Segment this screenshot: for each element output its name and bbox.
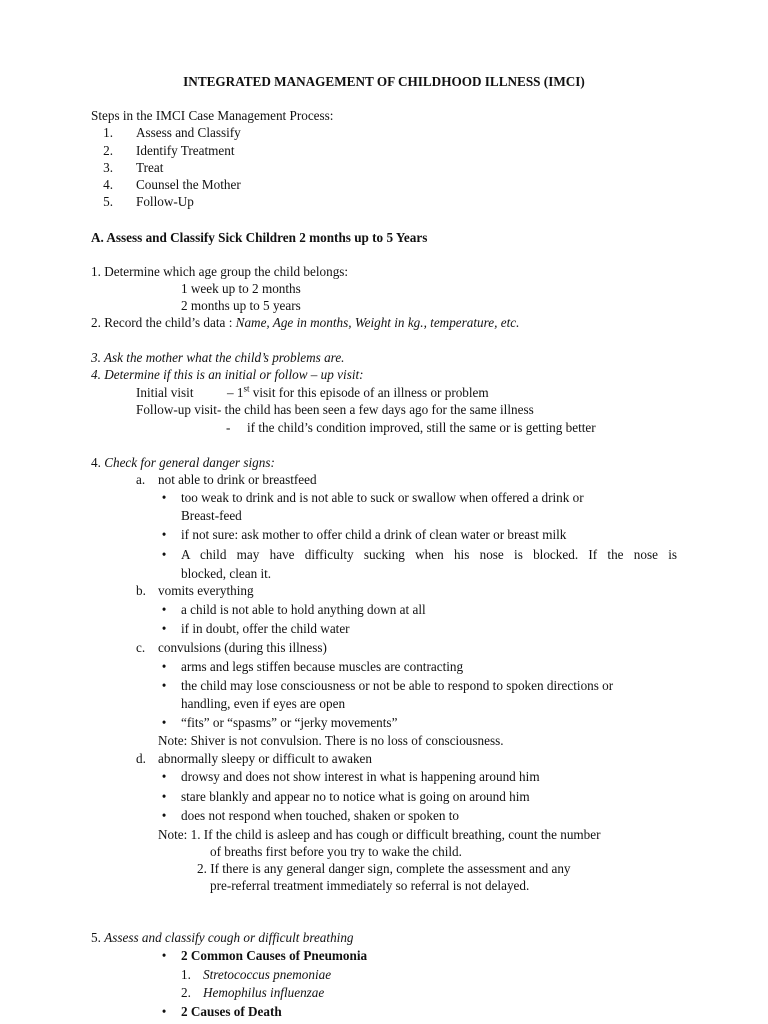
age-group-question: 1. Determine which age group the child belongs: bbox=[91, 264, 349, 279]
list-item: Stretococcus pnemoniae bbox=[203, 967, 332, 982]
visit-type-item: 4. Determine if this is an initial or follow – up visit: bbox=[91, 367, 364, 382]
initial-visit-label: Initial visit bbox=[136, 385, 194, 400]
dash-glyph: - bbox=[226, 420, 231, 435]
followup-condition-text: if the child’s condition improved, still the same or is getting better bbox=[247, 420, 596, 435]
record-data-item: 2. Record the child’s data : Name, Age in months, Weight in kg., temperature, etc. bbox=[91, 315, 520, 330]
bullet-icon: • bbox=[161, 602, 167, 617]
bullet-icon: • bbox=[161, 527, 167, 542]
bullet-icon: • bbox=[161, 659, 167, 674]
bullet-icon: • bbox=[161, 678, 167, 693]
ask-mother-item: 3. Ask the mother what the child’s problems are. bbox=[91, 350, 345, 365]
page-title: INTEGRATED MANAGEMENT OF CHILDHOOD ILLNESS (IMCI) bbox=[183, 74, 585, 89]
cough-heading: 5. Assess and classify cough or difficult breathing bbox=[91, 930, 354, 945]
death-causes-heading: 2 Causes of Death bbox=[181, 1004, 282, 1019]
bullet-icon: • bbox=[161, 715, 167, 730]
list-item: handling, even if eyes are open bbox=[181, 696, 346, 711]
bullet-icon: • bbox=[161, 948, 167, 963]
danger-sign-c: convulsions (during this illness) bbox=[158, 640, 327, 655]
bullet-icon: • bbox=[161, 490, 167, 505]
list-item-number: 1. bbox=[181, 967, 191, 982]
list-item-number: 2. bbox=[181, 985, 191, 1000]
steps-heading: Steps in the IMCI Case Management Process: bbox=[91, 108, 334, 123]
section-a-heading: A. Assess and Classify Sick Children 2 months up to 5 Years bbox=[91, 230, 428, 245]
age-group-option: 2 months up to 5 years bbox=[181, 298, 301, 313]
list-item: A child may have difficulty sucking when his nose is blocked. If the nose is bbox=[181, 547, 677, 562]
list-item: arms and legs stiffen because muscles are contracting bbox=[181, 659, 464, 674]
convulsion-note: Note: Shiver is not convulsion. There is no loss of consciousness. bbox=[158, 733, 504, 748]
bullet-icon: • bbox=[161, 1004, 167, 1019]
sleepy-note: 2. If there is any general danger sign, complete the assessment and any bbox=[197, 861, 571, 876]
list-item: Hemophilus influenzae bbox=[203, 985, 325, 1000]
list-item: a child is not able to hold anything down at all bbox=[181, 602, 426, 617]
list-item: if not sure: ask mother to offer child a drink of clean water or breast milk bbox=[181, 527, 567, 542]
danger-sign-letter: c. bbox=[136, 640, 146, 655]
list-item: too weak to drink and is not able to suck or swallow when offered a drink or bbox=[181, 490, 584, 505]
bullet-icon: • bbox=[161, 808, 167, 823]
pneumonia-causes-heading: 2 Common Causes of Pneumonia bbox=[181, 948, 368, 963]
list-item: the child may lose consciousness or not be able to respond to spoken directions or bbox=[181, 678, 614, 693]
danger-signs-heading: 4. Check for general danger signs: bbox=[91, 455, 275, 470]
list-item: blocked, clean it. bbox=[181, 566, 272, 581]
list-item: “fits” or “spasms” or “jerky movements” bbox=[181, 715, 398, 730]
list-item: Breast-feed bbox=[181, 508, 242, 523]
danger-sign-letter: a. bbox=[136, 472, 146, 487]
document-page: INTEGRATED MANAGEMENT OF CHILDHOOD ILLNESS (IMCI) Steps in the IMCI Case Management Process: 1. Assess and Classify 2. Identify Treatment 3. Treat 4. Counsel the Mother 5. Follow-Up A. Assess and Classify Sick Children 2 months up to 5 Years 1. Determine which age group the child belongs: 1 week up to 2 months 2 months up to 5 years 2. Record the child’s data : Name, Age in months, Weight in kg., temperature, etc. 3. Ask the mother what the child’s problems are. 4. Determine if this is an initial or follow – up visit: Initial visit – 1st visit for this episode of an illness or problem Follow-up visit- the child has been seen a few days ago for the same illness - if the child’s condition improved, still the same or is getting better 4. Check for general danger signs: a. not able to drink or breastfeed • too weak to drink and is not able to suck or swallow when offered a drink or Breast-feed • if not sure: ask mother to offer child a drink of clean water or breast milk • A child may have difficulty sucking when his nose is blocked. If the nose is blocked, clean it. b. vomits everything • a child is not able to hold anything down at all • if in doubt, offer the child water c. convulsions (during this illness) • arms and legs stiffen because muscles are contracting • the child may lose consciousness or not be able to respond to spoken directions or handling, even if eyes are open • “fits” or “spasms” or “jerky movements” Note: Shiver is not convulsion. There is no loss of consciousness. d. abnormally sleepy or difficult to awaken • drowsy and does not show interest in what is happening around him • stare blankly and appear no to notice what is going on around him • does not respond when touched, shaken or spoken to Note: 1. If the child is asleep and has cough or difficult breathing, count the number of breaths first before you try to wake the child. 2. If there is any general danger sign, complete the assessment and any pre-referral treatment immediately so referral is not delayed. 5. Assess and classify cough or difficult breathing • 2 Common Causes of Pneumonia 1. Stretococcus pnemoniae 2. Hemophilus influenzae • 2 Causes of Death bbox=[0, 0, 768, 1024]
bullet-icon: • bbox=[161, 769, 167, 784]
bullet-icon: • bbox=[161, 621, 167, 636]
sleepy-note: of breaths first before you try to wake the child. bbox=[210, 844, 462, 859]
danger-sign-letter: d. bbox=[136, 751, 146, 766]
list-item: if in doubt, offer the child water bbox=[181, 621, 350, 636]
danger-sign-a: not able to drink or breastfeed bbox=[158, 472, 317, 487]
age-group-option: 1 week up to 2 months bbox=[181, 281, 301, 296]
bullet-icon: • bbox=[161, 789, 167, 804]
followup-visit-text: Follow-up visit- the child has been seen a few days ago for the same illness bbox=[136, 402, 534, 417]
sleepy-note: pre-referral treatment immediately so referral is not delayed. bbox=[210, 878, 530, 893]
danger-sign-letter: b. bbox=[136, 583, 146, 598]
list-item: does not respond when touched, shaken or spoken to bbox=[181, 808, 459, 823]
bullet-icon: • bbox=[161, 547, 167, 562]
sleepy-note: Note: 1. If the child is asleep and has cough or difficult breathing, count the number bbox=[158, 827, 601, 842]
danger-sign-b: vomits everything bbox=[158, 583, 254, 598]
danger-sign-d: abnormally sleepy or difficult to awaken bbox=[158, 751, 372, 766]
list-item: drowsy and does not show interest in what is happening around him bbox=[181, 769, 540, 784]
list-item: stare blankly and appear no to notice what is going on around him bbox=[181, 789, 530, 804]
initial-visit-text: – 1st visit for this episode of an illness or problem bbox=[227, 383, 489, 400]
